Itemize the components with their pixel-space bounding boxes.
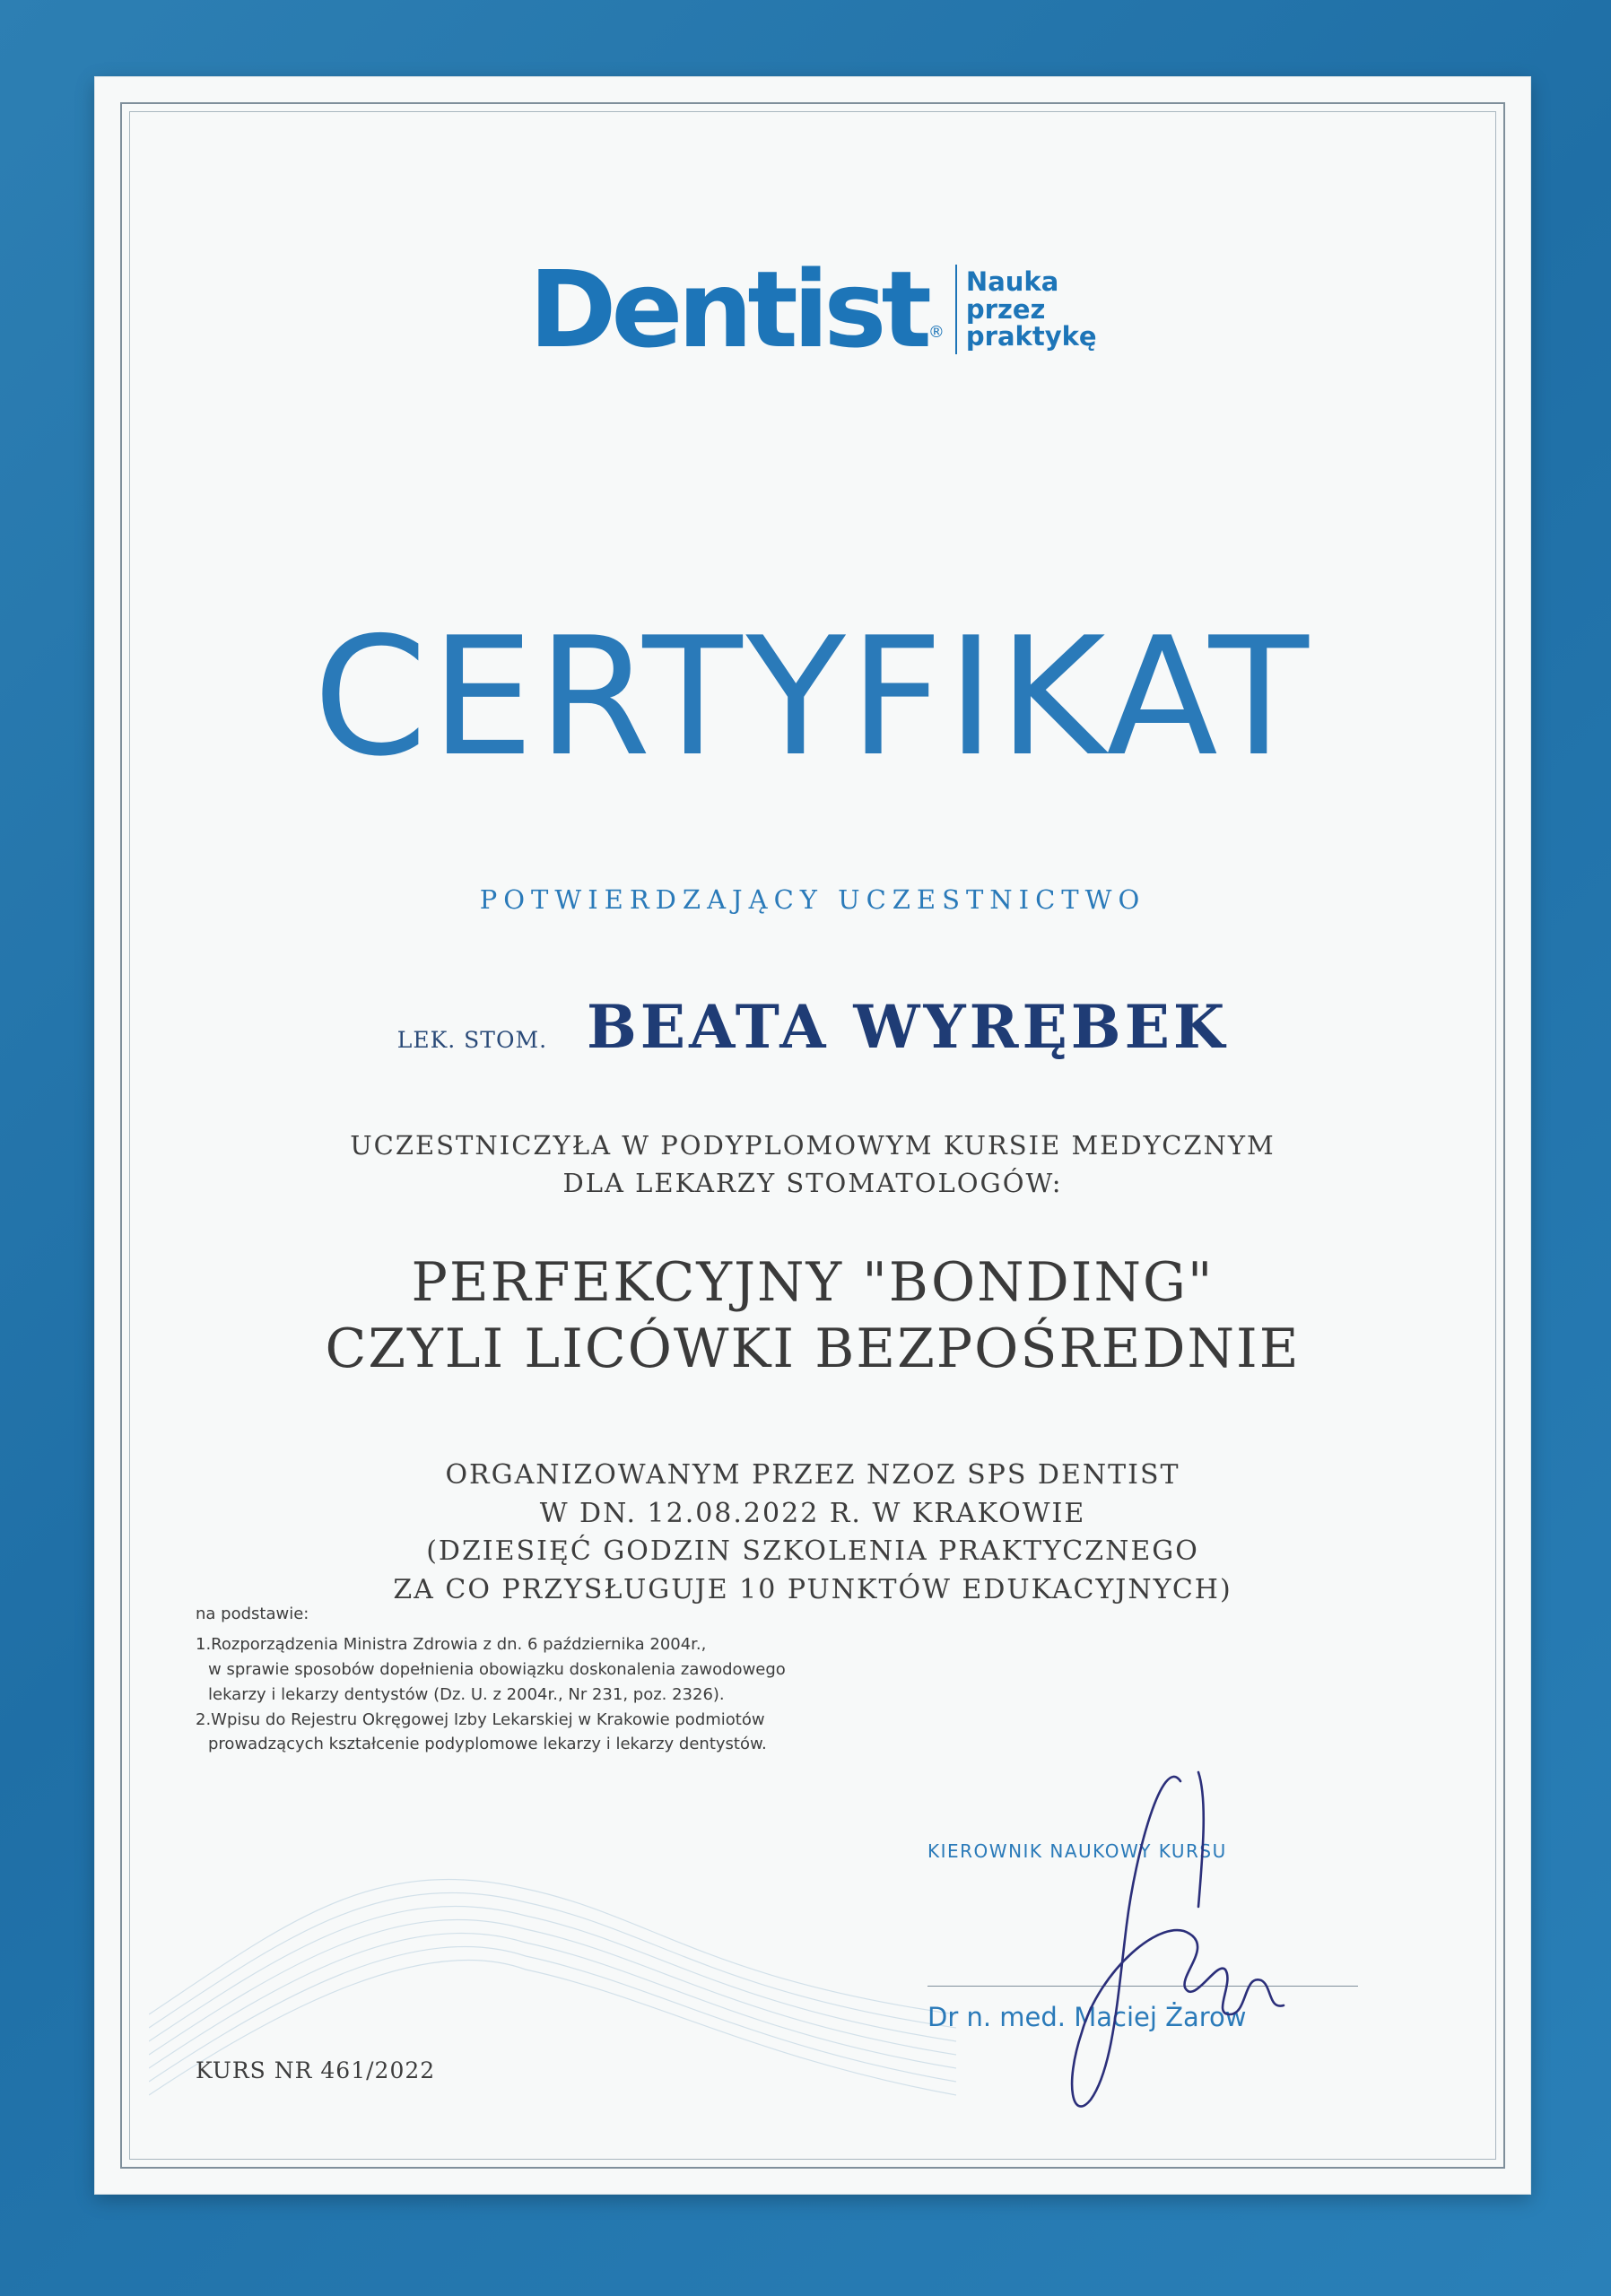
course-number: KURS NR 461/2022 <box>196 2057 436 2083</box>
course-title <box>95 1250 1530 1383</box>
recipient-prefix: LEK. STOM. <box>396 1027 548 1053</box>
organizer-line: ZA CO PRZYSŁUGUJE 10 PUNKTÓW EDUKACYJNYCH) <box>393 1573 1232 1605</box>
organizer-details <box>95 1457 1530 1609</box>
organizer-line: ORGANIZOWANYM PRZEZ NZOZ SPS DENTIST <box>445 1459 1180 1491</box>
brand-logo <box>95 248 1530 371</box>
tagline-line: przez <box>965 293 1046 325</box>
participation-description <box>95 1126 1530 1202</box>
signatory-name: Dr n. med. Maciej Żarow <box>927 2002 1247 2032</box>
course-title-line: PERFEKCYJNY "BONDING" <box>411 1251 1215 1314</box>
description-line: DLA LEKARZY STOMATOLOGÓW: <box>562 1168 1063 1199</box>
legal-item-1-line: 1.Rozporządzenia Ministra Zdrowia z dn. 6 października 2004r., <box>196 1634 707 1654</box>
legal-basis <box>196 1602 786 1757</box>
organizer-line: W DN. 12.08.2022 R. W KRAKOWIE <box>539 1497 1086 1529</box>
legal-item-2-line: prowadzących kształcenie podyplomowe lekarzy i lekarzy dentystów. <box>208 1735 767 1754</box>
legal-item-1-line: w sprawie sposobów dopełnienia obowiązku doskonalenia zawodowego <box>208 1659 786 1679</box>
logo-wordmark: Dentist <box>528 248 927 371</box>
legal-item-1-line: lekarzy i lekarzy dentystów (Dz. U. z 2004r., Nr 231, poz. 2326). <box>208 1684 725 1704</box>
signature-label: KIEROWNIK NAUKOWY KURSU <box>927 1840 1227 1862</box>
handwritten-signature <box>1028 1745 1315 2122</box>
course-title-line: CZYLI LICÓWKI BEZPOŚREDNIE <box>325 1317 1301 1380</box>
tagline-line: Nauka <box>965 266 1059 298</box>
logo-tagline <box>966 268 1097 350</box>
registered-mark: ® <box>927 322 945 342</box>
certificate-paper <box>95 77 1530 2194</box>
recipient <box>95 992 1530 1062</box>
recipient-name: BEATA WYRĘBEK <box>587 992 1229 1062</box>
description-line: UCZESTNICZYŁA W PODYPLOMOWYM KURSIE MEDYCZNYM <box>350 1130 1276 1161</box>
organizer-line: (DZIESIĘĆ GODZIN SZKOLENIA PRAKTYCZNEGO <box>426 1535 1199 1568</box>
legal-item-2-line: 2.Wpisu do Rejestru Okręgowej Izby Lekarskiej w Krakowie podmiotów <box>196 1709 765 1729</box>
certificate-subtitle: POTWIERDZAJĄCY UCZESTNICTWO <box>479 884 1146 915</box>
legal-intro: na podstawie: <box>196 1605 309 1623</box>
tagline-line: praktykę <box>965 321 1097 352</box>
logo-divider <box>955 265 957 354</box>
certificate-title: CERTYFIKAT <box>313 602 1312 792</box>
